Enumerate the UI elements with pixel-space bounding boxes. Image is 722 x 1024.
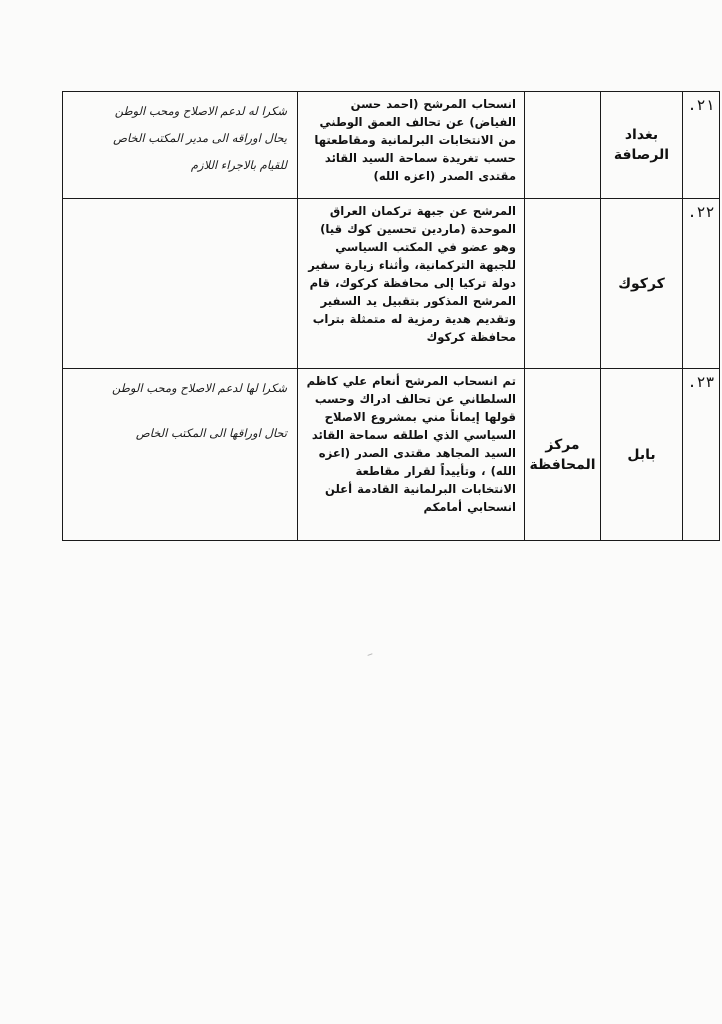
- note-gap: [71, 402, 287, 420]
- row-number: ٢٣.: [683, 369, 720, 541]
- candidates-table: [62, 91, 720, 541]
- note-cell-empty: [63, 199, 298, 369]
- note-line: شكرا له لدعم الاصلاح ومحب الوطن: [114, 104, 287, 118]
- province-name: بابل: [627, 446, 656, 463]
- description-cell: انسحاب المرشح (احمد حسن الفياض) عن تحالف العمق الوطني من الانتخابات البرلمانية ومقاطعتها حسب تغريدة سماحة السيد القائد مقتدى الصدر (اعزه الله): [298, 92, 525, 199]
- note-line: للقيام بالاجراء اللازم: [190, 158, 287, 172]
- province-name: بغداد: [624, 127, 659, 143]
- note-line: تحال اوراقها الى المكتب الخاص: [135, 426, 287, 440]
- area-cell: [525, 92, 601, 199]
- table-row: [63, 199, 720, 369]
- province-cell: [601, 369, 683, 541]
- row-number: ٢١.: [683, 92, 720, 199]
- table-row: [63, 92, 720, 199]
- note-line: شكرا لها لدعم الاصلاح ومحب الوطن: [112, 381, 287, 395]
- province-cell: [601, 92, 683, 199]
- table-row: [63, 369, 720, 541]
- handwritten-note: [63, 369, 298, 541]
- area-cell: [525, 199, 601, 369]
- province-cell: [601, 199, 683, 369]
- paper-mark: [367, 653, 373, 658]
- row-number: ٢٢.: [683, 199, 720, 369]
- note-line: يحال اوراقه الى مدير المكتب الخاص: [113, 131, 287, 145]
- area-cell: مركز المحافظة: [525, 369, 601, 541]
- description-cell: تم انسحاب المرشح أنعام علي كاظم السلطاني عن تحالف ادراك وحسب قولها إيماناً مني بمشروع الاصلاح السياسي الذي اطلقه سماحة القائد السيد المجاهد مقتدى الصدر (اعزه الله) ، وتأييداً لقرار مقاطعة الانتخابات البرلمانية القادمة أعلن انسحابي أمامكم: [298, 369, 525, 541]
- handwritten-note: [63, 92, 298, 199]
- province-name: كركوك: [618, 275, 665, 292]
- area-name: الرصافة: [613, 147, 670, 163]
- description-cell: المرشح عن جبهة تركمان العراق الموحدة (ماردين تحسين كوك قيا) وهو عضو في المكتب السياسي للجبهة التركمانية، وأثناء زيارة سفير دولة تركيا إلى محافظة كركوك، قام المرشح المذكور بتقبيل يد السفير وتقديم هدية رمزية له متمثلة بتراب محافظة كركوك: [298, 199, 525, 369]
